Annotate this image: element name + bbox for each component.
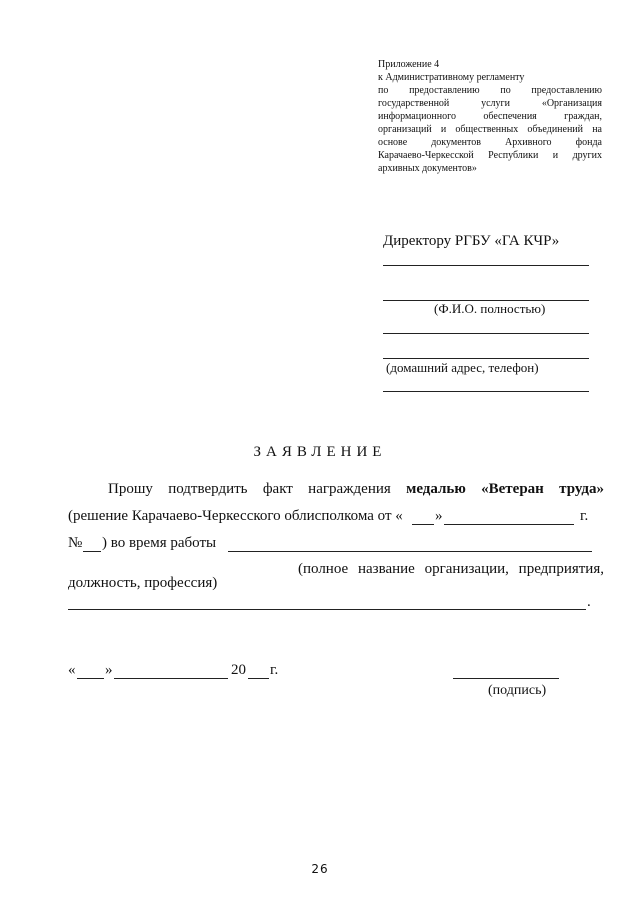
- signature-caption: (подпись): [488, 683, 547, 698]
- line-end-dot: .: [587, 594, 591, 610]
- month-year-blank: [444, 524, 574, 525]
- signature-line: [453, 678, 559, 679]
- address-caption: (домашний адрес, телефон): [386, 360, 539, 375]
- appendix-text-line: основе документов Архивного фонда: [378, 137, 602, 148]
- phone-line: [383, 391, 589, 392]
- date-day-blank: [77, 678, 104, 679]
- appendix-text-line: организаций и общественных объединений на: [378, 124, 602, 135]
- appendix-text-line: информационного обеспечения граждан,: [378, 111, 602, 122]
- request-text: Прошу подтвердить факт награждения: [108, 481, 391, 497]
- document-title: ЗАЯВЛЕНИЕ: [253, 444, 387, 460]
- appendix-header: [378, 58, 602, 175]
- decision-text: (решение Карачаево-Черкесского облисполкома от «: [68, 508, 403, 524]
- date-year-suffix: г.: [270, 662, 279, 678]
- position-caption: должность, профессия): [68, 575, 218, 591]
- fio-caption: (Ф.И.О. полностью): [434, 301, 546, 316]
- appendix-text-line: архивных документов»: [378, 163, 477, 174]
- date-quote-open: «: [68, 662, 76, 678]
- position-blank: [68, 609, 586, 610]
- date-year-blank: [248, 678, 269, 679]
- organization-blank: [228, 551, 592, 552]
- page-number: 26: [311, 862, 329, 876]
- date-month-blank: [114, 678, 228, 679]
- quote-close: »: [435, 508, 443, 524]
- organization-caption: (полное название организации, предприятия,: [298, 561, 604, 577]
- medal-name: медалью «Ветеран труда»: [406, 481, 604, 497]
- day-blank: [412, 524, 434, 525]
- appendix-text-line: государственной услуги «Организация: [378, 98, 602, 109]
- work-period-text: ) во время работы: [102, 535, 217, 551]
- appendix-text-line: Карачаево-Черкесской Республики и других: [378, 150, 602, 161]
- request-line: [108, 481, 604, 498]
- addressee-director: Директору РГБУ «ГА КЧР»: [383, 233, 560, 249]
- date-year-prefix: 20: [231, 662, 246, 678]
- number-sign: №: [68, 535, 83, 551]
- addressee-line: [383, 333, 589, 334]
- appendix-reference: к Административному регламенту: [378, 72, 525, 83]
- year-suffix: г.: [580, 508, 589, 524]
- date-quote-close: »: [105, 662, 113, 678]
- address-line: [383, 358, 589, 359]
- decision-number-blank: [83, 551, 101, 552]
- appendix-number: Приложение 4: [378, 59, 440, 70]
- addressee-line: [383, 265, 589, 266]
- appendix-text-line: по предоставлению по предоставлению: [378, 85, 602, 96]
